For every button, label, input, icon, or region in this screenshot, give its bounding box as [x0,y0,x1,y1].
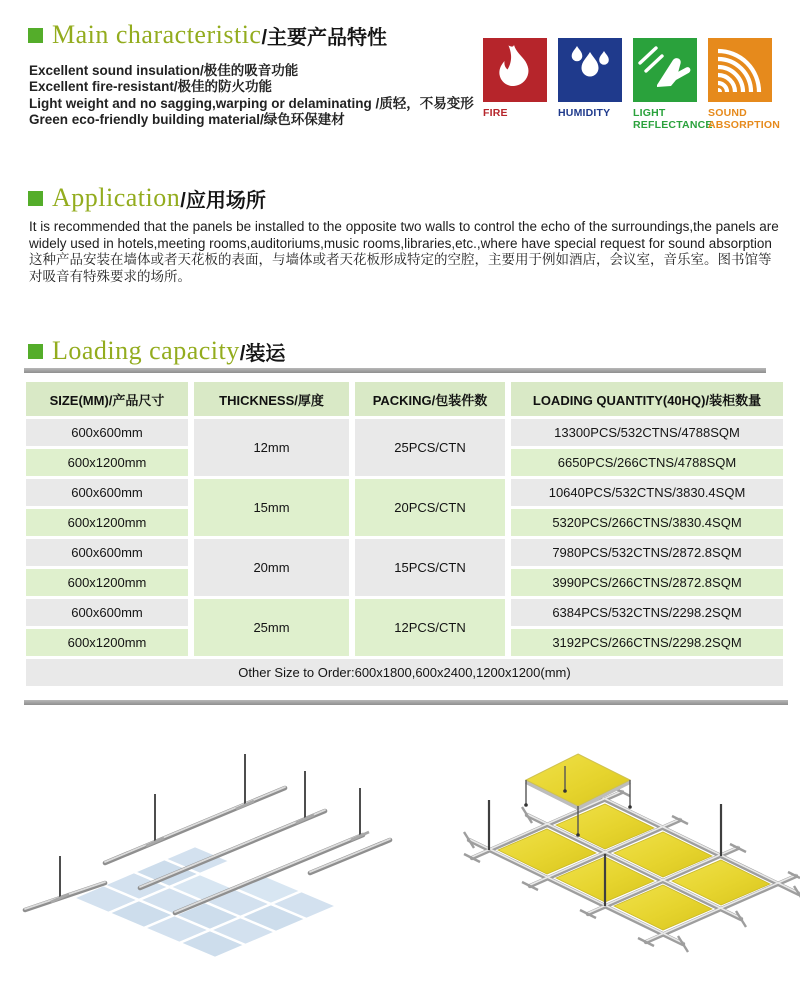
size-cell: 600x1200mm [26,569,188,596]
size-cell: 600x1200mm [26,449,188,476]
flame-icon [483,38,547,102]
application-text-zh: 这种产品安装在墙体或者天花板的表面，与墙体或者天花板形成特定的空腔，主要用于例如酒店，会议室，音乐室。图书馆等对吸音有特殊要求的场所。 [29,252,772,284]
packing-cell: 25PCS/CTN [355,419,505,476]
badge-fire [483,38,547,131]
heading-chinese: /应用场所 [180,189,266,212]
main-characteristic-heading [28,20,387,50]
size-cell: 600x600mm [26,479,188,506]
hanger-rods [60,754,360,898]
application-text-en: It is recommended that the panels be installed to the opposite two walls to control the echo of the surroundings,the panels are widely used in hotels,meeting rooms,auditoriums,music rooms,libraries,etc.,where have special request for sound absorption [29,219,779,251]
water-drops-icon [558,38,622,102]
divider-bar-top [24,368,766,373]
badge-label: LIGHT REFLECTANCE [633,107,713,131]
table-row [26,539,783,566]
table-row [26,599,783,626]
exposed-grid-installation-diagram [400,738,800,986]
size-cell: 600x600mm [26,599,188,626]
thickness-cell: 12mm [194,419,349,476]
size-cell: 600x1200mm [26,509,188,536]
property-badges [483,38,781,131]
thickness-cell: 25mm [194,599,349,656]
badge-label: HUMIDITY [558,107,611,119]
concealed-ceiling-installation-diagram [15,738,400,986]
heading-english: Application [52,183,181,212]
divider-bar-bottom [24,700,788,705]
sound-absorption-icon [708,38,772,102]
application-heading [28,183,266,213]
heading-chinese: /装运 [239,342,286,365]
badge-sound-absorption [708,38,781,131]
heading-english: Loading capacity [52,336,240,365]
feature-line: Light weight and no sagging,warping or delaminating /质轻，不易变形 [29,95,474,111]
table-row [26,479,783,506]
table-footer-row [26,659,783,686]
feature-line: Green eco-friendly building material/绿色环保建材 [29,112,345,128]
badge-label: SOUND ABSORPTION [708,107,781,131]
column-header-size: SIZE(MM)/产品尺寸 [26,382,188,416]
loading-cell: 3192PCS/266CTNS/2298.2SQM [511,629,783,656]
badge-humidity [558,38,622,131]
loading-cell: 5320PCS/266CTNS/3830.4SQM [511,509,783,536]
loading-capacity-heading [28,336,285,366]
loading-cell: 6384PCS/532CTNS/2298.2SQM [511,599,783,626]
loading-cell: 6650PCS/266CTNS/4788SQM [511,449,783,476]
loading-cell: 7980PCS/532CTNS/2872.8SQM [511,539,783,566]
badge-label: FIRE [483,107,508,119]
green-square-bullet-icon [28,191,43,206]
other-size-note: Other Size to Order:600x1800,600x2400,1200x1200(mm) [26,659,783,686]
loading-capacity-table [20,379,789,689]
green-square-bullet-icon [28,28,43,43]
table-row [26,419,783,446]
thickness-cell: 15mm [194,479,349,536]
loading-cell: 13300PCS/532CTNS/4788SQM [511,419,783,446]
column-header-thickness: THICKNESS/厚度 [194,382,349,416]
column-header-loading: LOADING QUANTITY(40HQ)/装柜数量 [511,382,783,416]
light-reflectance-icon [633,38,697,102]
application-paragraph [29,219,779,285]
size-cell: 600x600mm [26,419,188,446]
green-square-bullet-icon [28,344,43,359]
feature-line: Excellent fire-resistant/极佳的防火功能 [29,79,273,95]
packing-cell: 20PCS/CTN [355,479,505,536]
packing-cell: 15PCS/CTN [355,539,505,596]
column-header-packing: PACKING/包装件数 [355,382,505,416]
feature-line: Excellent sound insulation/极佳的吸音功能 [29,63,299,78]
size-cell: 600x600mm [26,539,188,566]
heading-english: Main characteristic [52,20,262,49]
table-header-row [26,382,783,416]
heading-chinese: /主要产品特性 [261,26,388,49]
badge-light-reflectance [633,38,713,131]
size-cell: 600x1200mm [26,629,188,656]
loading-cell: 10640PCS/532CTNS/3830.4SQM [511,479,783,506]
loading-cell: 3990PCS/266CTNS/2872.8SQM [511,569,783,596]
packing-cell: 12PCS/CTN [355,599,505,656]
thickness-cell: 20mm [194,539,349,596]
grid-rails [464,782,800,952]
feature-list [29,63,474,129]
